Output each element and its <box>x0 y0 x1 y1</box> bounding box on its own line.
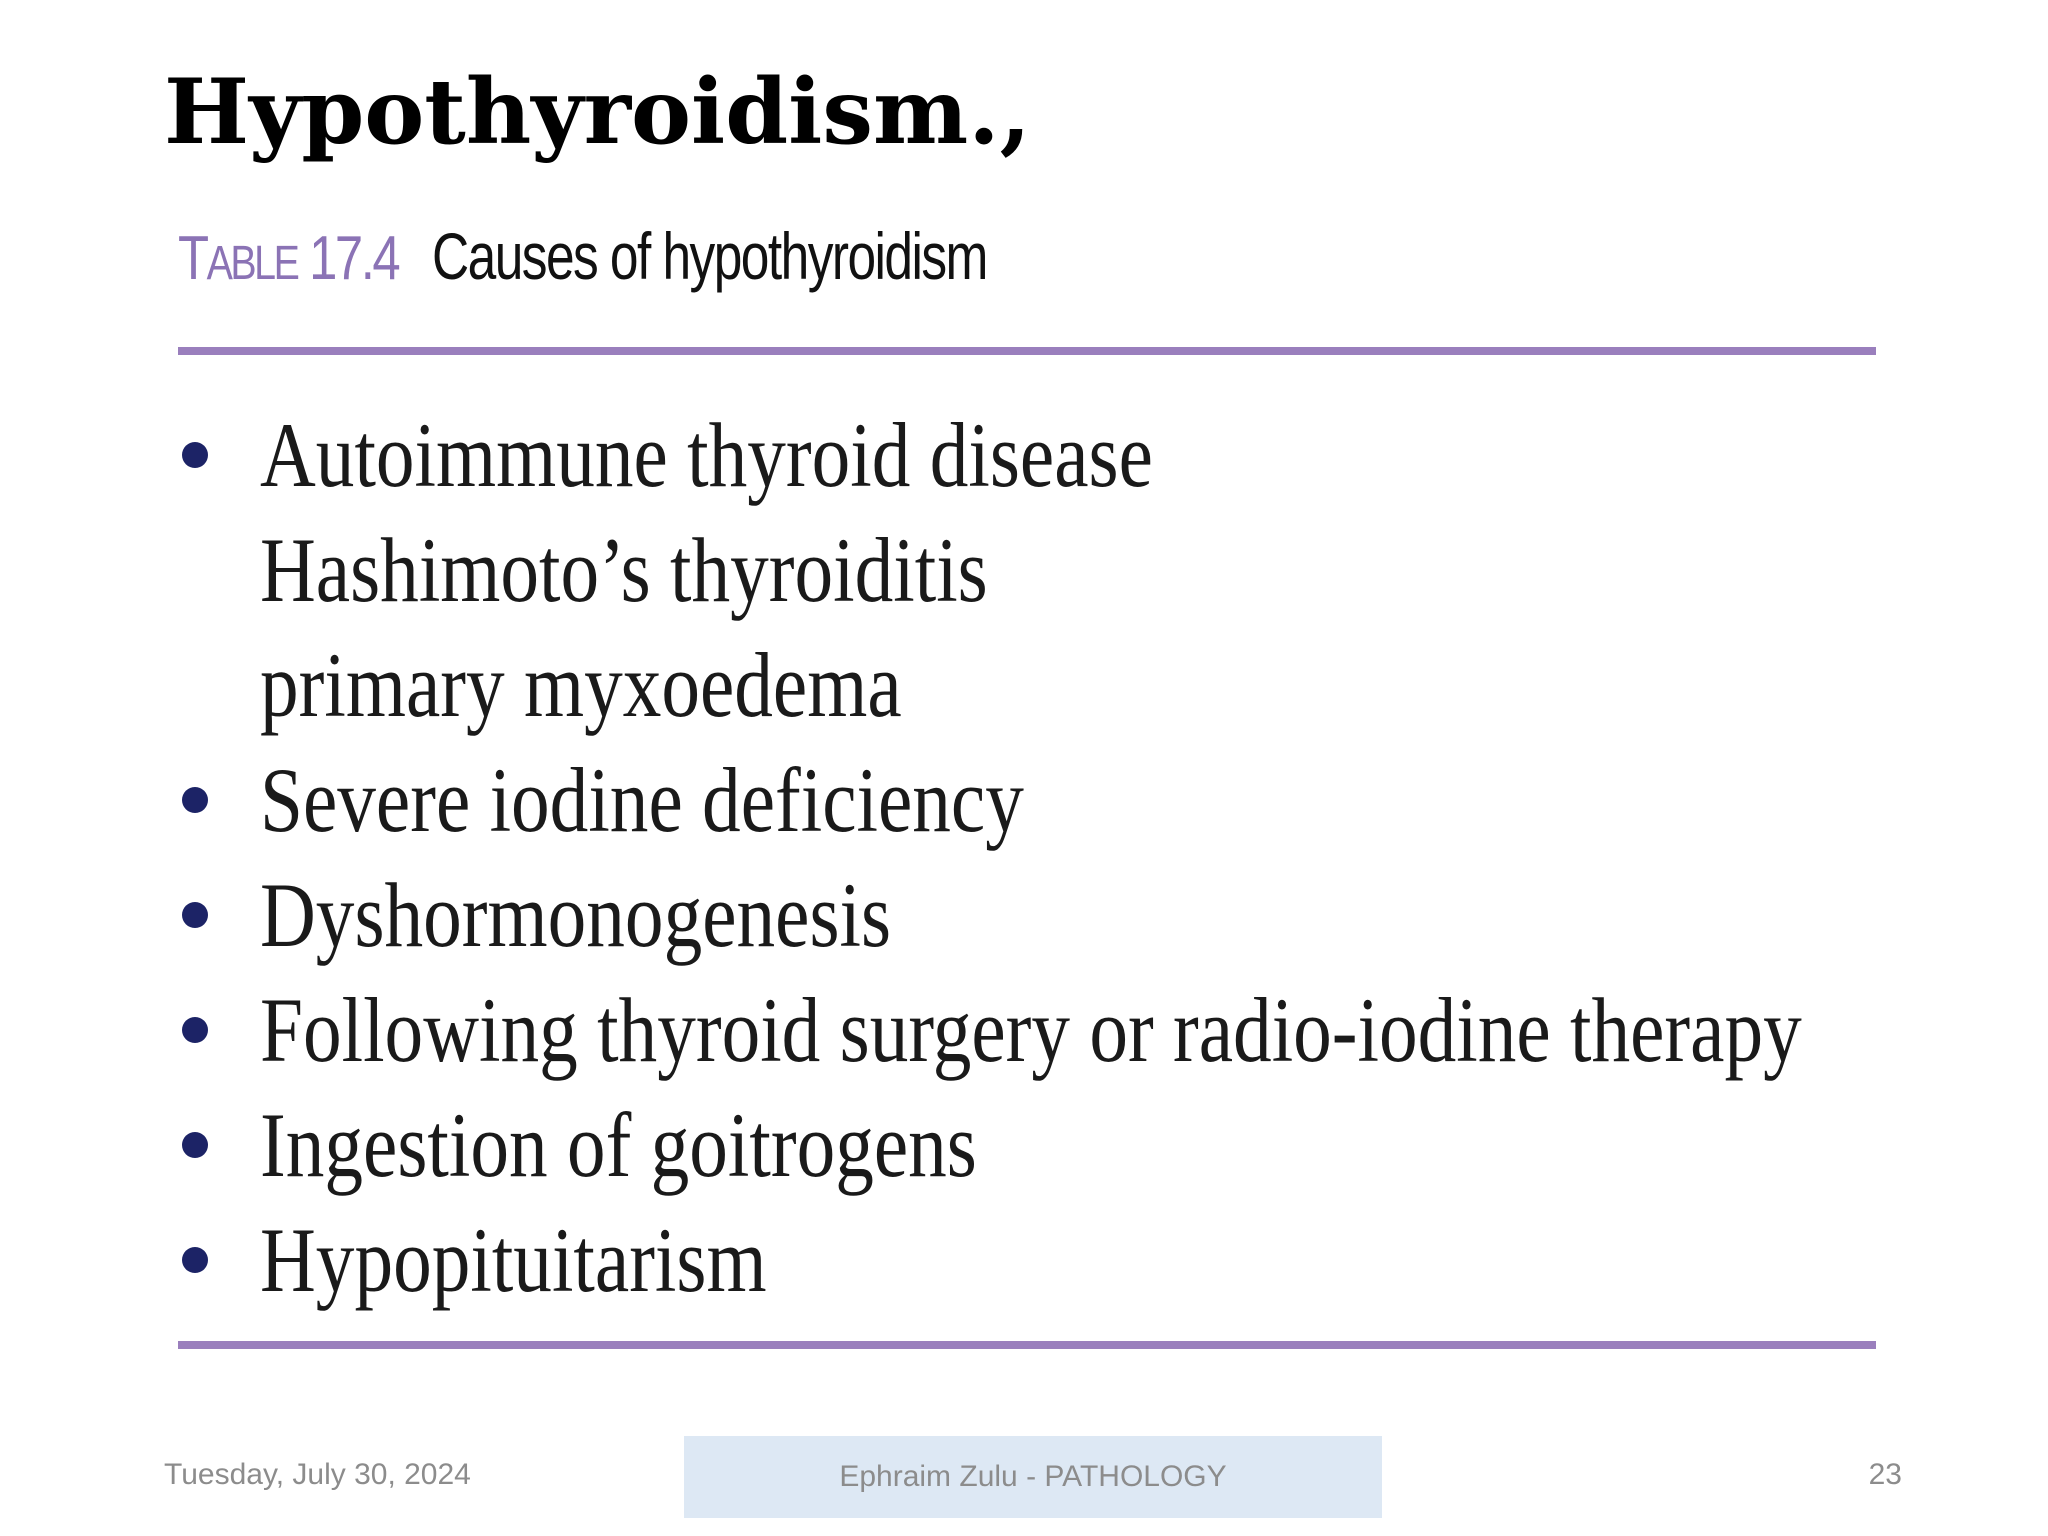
causes-list <box>178 398 2048 1318</box>
list-item <box>178 1203 2048 1318</box>
table-number-label <box>178 223 399 294</box>
list-item-subtext: primary myxoedema <box>260 634 902 736</box>
table-label-smallcaps: ABLE <box>206 237 298 290</box>
list-item-text: Autoimmune thyroid disease <box>260 404 1153 506</box>
list-item <box>178 973 2048 1088</box>
bullet-icon <box>182 1017 208 1043</box>
footer-author: Ephraim Zulu - PATHOLOGY <box>839 1460 1227 1493</box>
table-label-prefix: T <box>178 224 207 293</box>
list-item-text: Following thyroid surgery or radio-iodine therapy <box>260 979 1802 1081</box>
table-caption <box>178 218 1143 318</box>
footer-date: Tuesday, July 30, 2024 <box>164 1458 471 1491</box>
list-item <box>178 398 2048 743</box>
bullet-icon <box>182 902 208 928</box>
table-top-rule <box>178 347 1876 355</box>
list-item-text: Severe iodine deficiency <box>260 749 1024 851</box>
bullet-icon <box>182 787 208 813</box>
list-item <box>178 743 2048 858</box>
list-item <box>178 858 2048 973</box>
list-item-text: Dyshormonogenesis <box>260 864 892 966</box>
footer-author-box <box>684 1436 1382 1518</box>
table-bottom-rule <box>178 1341 1876 1349</box>
list-item-text: Ingestion of goitrogens <box>260 1094 977 1196</box>
bullet-icon <box>182 1247 208 1273</box>
list-item-subtext: Hashimoto’s thyroiditis <box>260 519 988 621</box>
slide-title: Hypothyroidism., <box>164 59 1031 165</box>
list-item <box>178 1088 2048 1203</box>
list-item-text: Hypopituitarism <box>260 1209 767 1311</box>
table-caption-text: Causes of hypothyroidism <box>432 219 987 293</box>
bullet-icon <box>182 1132 208 1158</box>
table-label-number: 17.4 <box>309 224 399 293</box>
bullet-icon <box>182 442 208 468</box>
slide-number: 23 <box>1868 1458 1902 1491</box>
